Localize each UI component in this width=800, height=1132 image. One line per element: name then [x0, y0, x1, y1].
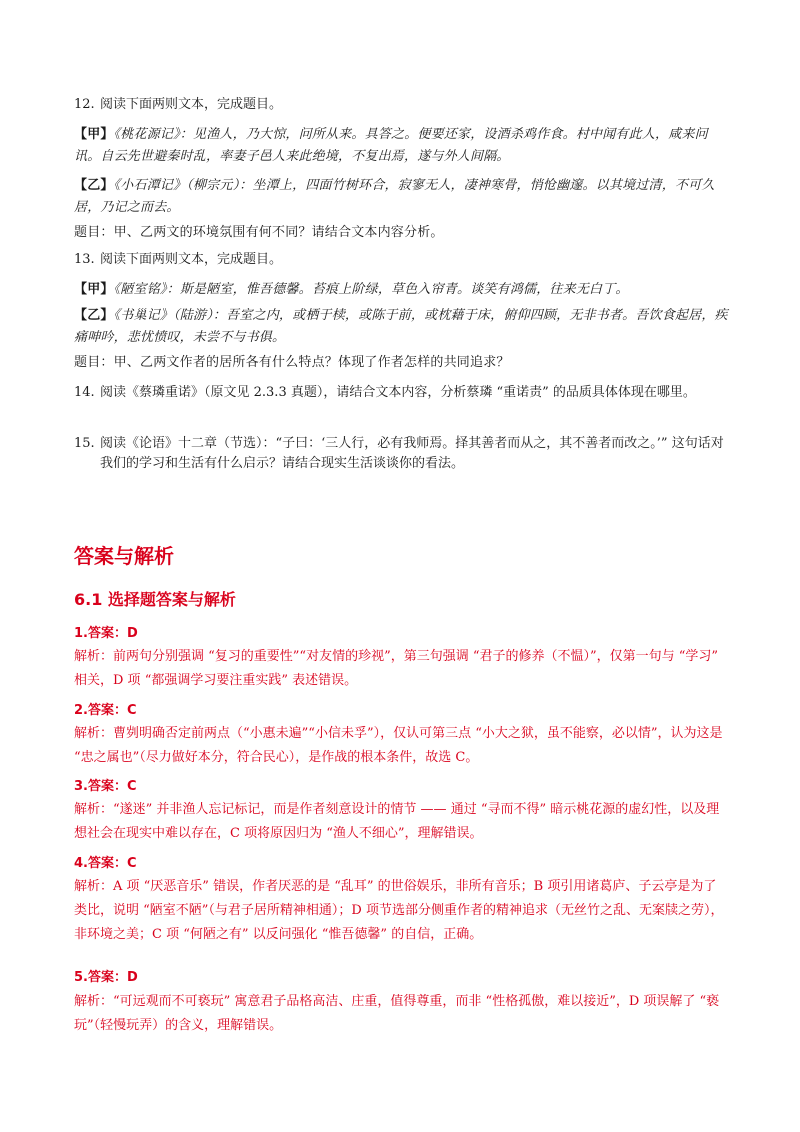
text-passage-jia [74, 124, 728, 168]
question-number: 14. [74, 385, 95, 400]
answer-label: 2.答案：C [74, 703, 137, 718]
answer-label: 4.答案：C [74, 856, 137, 871]
passage-source: 《桃花源记》： [113, 127, 194, 142]
passage-text: 见渔人，乃大惊，问所从来。具答之。便要还家，设酒杀鸡作食。村中闻有此人，咸来问讯。自云先世避秦时乱，率妻子邑人来此绝境，不复出焉，遂与外人间隔。 [74, 127, 708, 164]
question-text: 阅读《论语》十二章（节选）：“子曰：‘三人行，必有我师焉。择其善者而从之，其不善者而改之。’” 这句话对我们的学习和生活有什么启示？请结合现实生活谈谈你的看法。 [100, 436, 724, 471]
question-prompt: 题目：甲、乙两文的环境氛围有何不同？请结合文本内容分析。 [74, 225, 444, 240]
passage-text: 吾室之内，或栖于椟，或陈于前，或枕藉于床，俯仰四顾，无非书者。吾饮食起居，疾痛呻吟，悲忧愤叹，未尝不与书俱。 [74, 308, 728, 345]
passage-source: 《陋室铭》： [113, 282, 180, 297]
answer-explanation: 解析：“可远观而不可亵玩” 寓意君子品格高洁、庄重，值得尊重，而非 “性格孤傲，难以接近”，D 项误解了 “亵玩”（轻慢玩弄）的含义，理解错误。 [74, 994, 720, 1033]
text-passage-yi [74, 175, 728, 219]
question-number: 15. [74, 436, 95, 451]
passage-label: 【乙】 [74, 308, 114, 323]
question-14 [74, 383, 728, 403]
question-15 [74, 434, 728, 474]
question-12 [74, 95, 728, 115]
answer-explanation: 解析：A 项 “厌恶音乐” 错误，作者厌恶的是 “乱耳” 的世俗娱乐，非所有音乐；B 项引用诸葛庐、子云亭是为了类比，说明 “陋室不陋”（与君子居所精神相通）；D 项节选部分侧重作者的精神追求（无丝竹之乱、无案牍之劳），非环境之美；C 项 “何陋之有” 以反问强化 “惟吾德馨” 的自信，正确。 [74, 879, 724, 942]
question-prompt: 题目：甲、乙两文作者的居所各有什么特点？体现了作者怎样的共同追求？ [74, 355, 510, 370]
answer-explanation: 解析：曹刿明确否定前两点（“小惠未遍”“小信未孚”），仅认可第三点 “小大之狱，虽不能察，必以情”，认为这是 “忠之属也”（尽力做好本分，符合民心），是作战的根本条件，故选 C。 [74, 726, 723, 765]
answer-label: 5.答案：D [74, 970, 138, 985]
question-text: 阅读《蔡璘重诺》（原文见 2.3.3 真题），请结合文本内容，分析蔡璘 “重诺责” 的品质具体体现在哪里。 [100, 385, 696, 400]
answer-explanation: 解析：“遂迷” 并非渔人忘记标记，而是作者刻意设计的情节 —— 通过 “寻而不得” 暗示桃花源的虚幻性，以及理想社会在现实中难以存在，C 项将原因归为 “渔人不细心”，理解错误。 [74, 802, 720, 841]
passage-source: 《小石潭记》（柳宗元）： [113, 178, 253, 193]
answer-label: 3.答案：C [74, 779, 137, 794]
text-passage-jia [74, 279, 728, 301]
passage-label: 【甲】 [74, 127, 114, 142]
question-text: 阅读下面两则文本，完成题目。 [100, 97, 283, 112]
passage-label: 【乙】 [74, 178, 114, 193]
passage-text: 斯是陋室，惟吾德馨。苔痕上阶绿，草色入帘青。谈笑有鸿儒，往来无白丁。 [179, 282, 629, 297]
answer-explanation: 解析：前两句分别强调 “复习的重要性”“对友情的珍视”，第三句强调 “君子的修养（不愠）”，仅第一句与 “学习” 相关，D 项 “都强调学习要注重实践” 表述错误。 [74, 649, 719, 688]
text-passage-yi [74, 305, 728, 349]
passage-text: 坐潭上，四面竹树环合，寂寥无人，凄神寒骨，悄怆幽邃。以其境过清，不可久居，乃记之而去。 [74, 178, 715, 215]
question-number: 13. [74, 252, 95, 267]
section-heading: 答案与解析 [74, 544, 174, 568]
passage-label: 【甲】 [74, 282, 114, 297]
question-number: 12. [74, 97, 95, 112]
question-text: 阅读下面两则文本，完成题目。 [100, 252, 283, 267]
answer-label: 1.答案：D [74, 626, 138, 641]
passage-source: 《书巢记》（陆游）： [113, 308, 227, 323]
subsection-heading: 6.1 选择题答案与解析 [74, 590, 236, 609]
question-13 [74, 250, 728, 270]
